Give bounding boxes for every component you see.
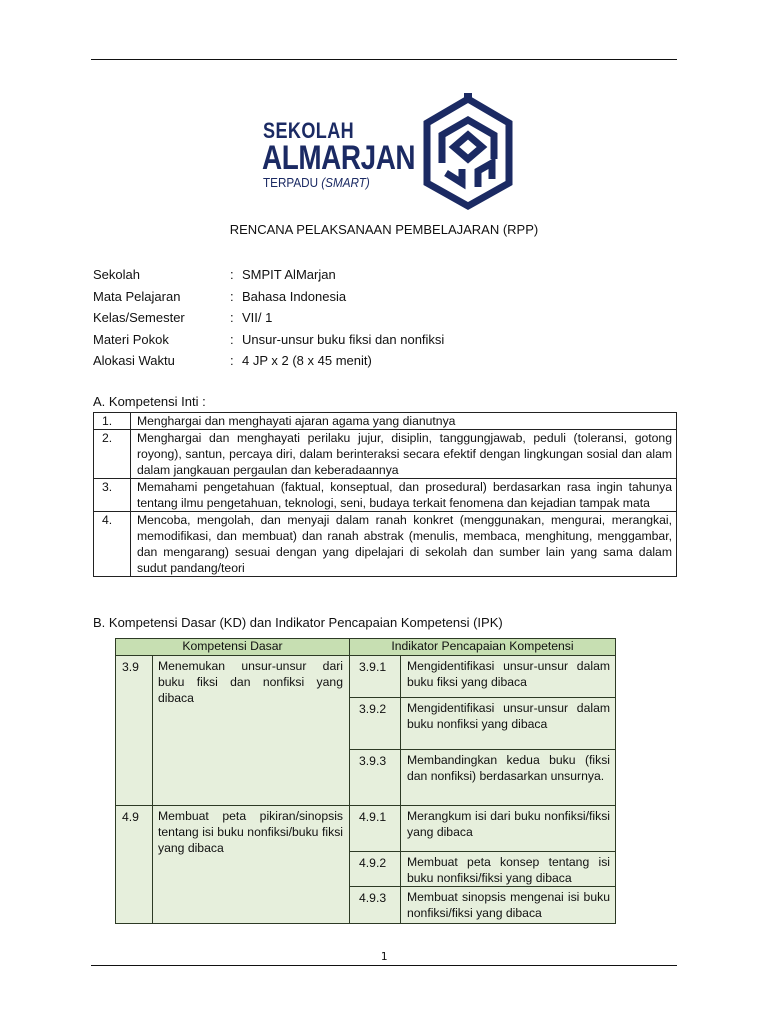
info-row-sekolah: [93, 264, 444, 286]
kompetensi-inti-table: [93, 412, 677, 577]
ki-text: Memahami pengetahuan (faktual, konseptual, dan prosedural) berdasarkan rasa ingin tahunya tentang ilmu pengetahuan, teknologi, seni, budaya terkait fenomena dan kejadian tampak mata: [131, 479, 677, 512]
ipk-text: Mengidentifikasi unsur-unsur dalam buku fiksi yang dibaca: [401, 656, 616, 698]
logo-smart: (SMART): [321, 175, 370, 190]
ipk-text: Mengidentifikasi unsur-unsur dalam buku nonfiksi yang dibaca: [401, 698, 616, 750]
table-row: [94, 479, 677, 512]
ki-number: 4.: [94, 512, 131, 577]
school-logo: [262, 93, 512, 211]
info-label: Mata Pelajaran: [93, 288, 181, 304]
info-label: Alokasi Waktu: [93, 353, 175, 369]
info-label: Materi Pokok: [93, 331, 169, 347]
table-row: [94, 413, 677, 430]
kd-code: 4.9: [116, 806, 153, 924]
info-label: Sekolah: [93, 267, 140, 283]
ki-number: 2.: [94, 430, 131, 479]
footer-rule: [91, 965, 677, 966]
ipk-code: 3.9.2: [350, 698, 401, 750]
info-value: 4 JP x 2 (8 x 45 menit): [242, 353, 372, 369]
info-row-materi-pokok: [93, 329, 444, 351]
ki-text: Mencoba, mengolah, dan menyaji dalam ranah konkret (menggunakan, mengurai, merangkai, memodifikasi, dan membuat) dan ranah abstrak (menulis, membaca, menghitung, menggambar, dan mengarang) sesuai dengan yang dipelajari di sekolah dan sumber lain yang sama dalam sudut pandang/teori: [131, 512, 677, 577]
ipk-code: 4.9.2: [350, 852, 401, 887]
info-colon: :: [230, 288, 234, 304]
section-b-heading: B. Kompetensi Dasar (KD) dan Indikator Pencapaian Kompetensi (IPK): [93, 615, 503, 630]
info-value: Bahasa Indonesia: [242, 288, 347, 304]
logo-line-terpadu: [263, 175, 370, 190]
section-a-heading: A. Kompetensi Inti :: [93, 394, 206, 409]
almarjan-emblem-icon: [420, 93, 516, 211]
ipk-text: Merangkum isi dari buku nonfiksi/fiksi yang dibaca: [401, 806, 616, 852]
ipk-code: 3.9.1: [350, 656, 401, 698]
kd-text: Membuat peta pikiran/sinopsis tentang isi buku nonfiksi/buku fiksi yang dibaca: [153, 806, 350, 924]
kd-code: 3.9: [116, 656, 153, 806]
table-row: [94, 430, 677, 479]
info-colon: :: [230, 331, 234, 347]
kd-ipk-table: [115, 638, 616, 924]
logo-line-sekolah: SEKOLAH: [263, 118, 355, 143]
header-indikator: Indikator Pencapaian Kompetensi: [350, 639, 616, 656]
info-colon: :: [230, 267, 234, 283]
ipk-code: 4.9.1: [350, 806, 401, 852]
page-number: 1: [380, 950, 388, 963]
info-value: SMPIT AlMarjan: [242, 267, 336, 283]
info-row-mata-pelajaran: [93, 286, 444, 308]
ipk-text: Membuat sinopsis mengenai isi buku nonfiksi/fiksi yang dibaca: [401, 887, 616, 924]
ki-text: Menghargai dan menghayati ajaran agama yang dianutnya: [131, 413, 677, 430]
kd-text: Menemukan unsur-unsur dari buku fiksi dan nonfiksi yang dibaca: [153, 656, 350, 806]
ki-text: Menghargai dan menghayati perilaku jujur, disiplin, tanggungjawab, peduli (toleransi, gotong royong), santun, percaya diri, dalam berinteraksi secara efektif dengan lingkungan sosial dan alam dalam jangkauan pergaulan dan keberadaannya: [131, 430, 677, 479]
document-title: RENCANA PELAKSANAAN PEMBELAJARAN (RPP): [229, 222, 539, 237]
ipk-text: Membandingkan kedua buku (fiksi dan nonfiksi) berdasarkan unsurnya.: [401, 750, 616, 806]
info-value: VII/ 1: [242, 310, 273, 326]
ipk-code: 4.9.3: [350, 887, 401, 924]
header-rule: [91, 59, 677, 60]
ipk-code: 3.9.3: [350, 750, 401, 806]
table-row: [116, 656, 616, 698]
ki-number: 1.: [94, 413, 131, 430]
table-header-row: [116, 639, 616, 656]
table-row: [116, 806, 616, 852]
logo-line-almarjan: ALMARJAN: [262, 139, 416, 177]
info-row-kelas-semester: [93, 307, 444, 329]
logo-terpadu: TERPADU: [263, 175, 322, 190]
table-row: [94, 512, 677, 577]
info-label: Kelas/Semester: [93, 310, 185, 326]
lesson-info: [93, 264, 444, 372]
info-colon: :: [230, 353, 234, 369]
info-value: Unsur-unsur buku fiksi dan nonfiksi: [242, 331, 445, 347]
header-kompetensi-dasar: Kompetensi Dasar: [116, 639, 350, 656]
ipk-text: Membuat peta konsep tentang isi buku nonfiksi/fiksi yang dibaca: [401, 852, 616, 887]
ki-number: 3.: [94, 479, 131, 512]
info-row-alokasi-waktu: [93, 350, 444, 372]
info-colon: :: [230, 310, 234, 326]
